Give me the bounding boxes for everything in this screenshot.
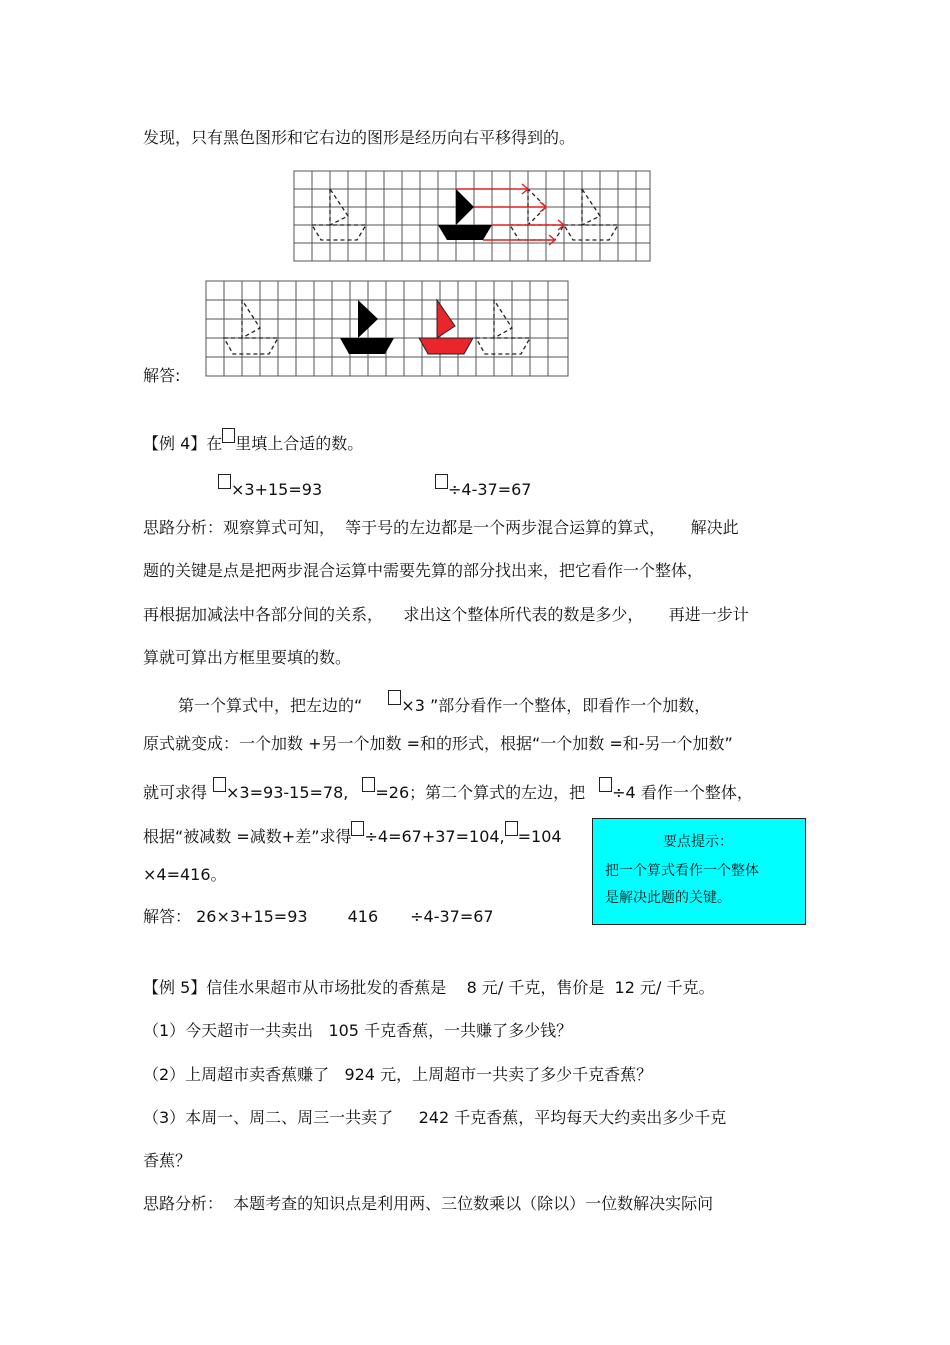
example-5-q2: （2）上周超市卖香蕉赚了 924 元，上周超市一共卖了多少千克香蕉？ (143, 1065, 653, 1084)
reasoning-3b: ×3=93-15=78, (226, 783, 349, 802)
example-5-analysis: 思路分析： 本题考查的知识点是利用两、三位数乘以（除以）一位数解决实际问 (143, 1194, 714, 1213)
analysis-line-1: 思路分析：观察算式可知， 等于号的左边都是一个两步混合运算的算式， 解决此 (143, 518, 739, 537)
answer-c: ÷4-37=67 (410, 907, 494, 926)
example-5-q3: （3）本周一、周二、周三一共卖了 242 千克香蕉，平均每天大约卖出多少千克 (143, 1108, 727, 1127)
analysis-line-2: 题的关键是点是把两步混合运算中需要先算的部分找出来，把它看作一个整体， (143, 561, 704, 580)
reasoning-4a: 根据“被减数 =减数+差”求得 (143, 827, 352, 846)
answer-box (213, 777, 226, 792)
dashed-boat-right (564, 189, 618, 240)
red-boat (419, 300, 473, 354)
reasoning-line-5: ×4=416。 (143, 865, 227, 884)
equation-2 (435, 474, 531, 500)
reasoning-1a: 第一个算式中，把左边的“ (178, 696, 363, 715)
answer-box (599, 777, 612, 792)
tip-line-1: 把一个算式看作一个整体 (605, 863, 759, 879)
reasoning-3d: ÷4 看作一个整体， (612, 783, 753, 802)
answer-box (218, 474, 231, 489)
reasoning-line-4 (143, 821, 562, 847)
reasoning-4b: ÷4=67+37=104, (364, 827, 505, 846)
equation-2-text: ÷4-37=67 (448, 480, 532, 499)
answer-box (505, 821, 518, 836)
equation-1-text: ×3+15=93 (231, 480, 323, 499)
analysis-line-3: 再根据加减法中各部分间的关系， 求出这个整体所代表的数是多少， 再进一步计 (143, 605, 749, 624)
answer-box (222, 428, 235, 443)
equation-1 (218, 474, 322, 500)
answer-b: 416 (347, 907, 379, 926)
reasoning-4c: =104 (517, 827, 562, 846)
reasoning-line-1 (178, 690, 710, 716)
answer-box (362, 777, 375, 792)
answer-box (351, 821, 364, 836)
answer-a: 解答： 26×3+15=93 (143, 907, 308, 926)
intro-text: 发现，只有黑色图形和它右边的图形是经历向右平移得到的。 (143, 128, 576, 147)
dashed-boat-right (476, 300, 530, 354)
reasoning-1b: ×3 ”部分看作一个整体，即看作一个加数， (401, 696, 711, 715)
reasoning-3a: 就可求得 (143, 783, 208, 802)
tip-line-2: 是解决此题的关键。 (605, 890, 731, 906)
example-5-heading: 【例 5】信佳水果超市从市场批发的香蕉是 8 元/ 千克，售价是 12 元/ 千克。 (143, 978, 715, 997)
example-4-head-b: 里填上合适的数。 (235, 434, 364, 453)
answer-1-label: 解答: (143, 366, 181, 385)
example-4-heading (143, 428, 363, 454)
black-boat (438, 189, 492, 240)
key-point-tip-box (592, 818, 806, 925)
translation-grid-figure-2 (205, 280, 571, 378)
dashed-boat-left (224, 300, 278, 354)
reasoning-line-3 (143, 777, 753, 803)
example-4-head-a: 【例 4】在 (143, 434, 223, 453)
example-5-q3-cont: 香蕉？ (143, 1151, 192, 1170)
answer-box (388, 690, 401, 705)
analysis-line-4: 算就可算出方框里要填的数。 (143, 648, 352, 667)
reasoning-line-2: 原式就变成：一个加数 +另一个加数 =和的形式，根据“一个加数 =和-另一个加数” (143, 734, 733, 753)
translation-grid-figure-1 (293, 170, 653, 263)
example-4-answer (143, 907, 494, 927)
reasoning-3c: =26；第二个算式的左边，把 (375, 783, 586, 802)
example-5-q1: （1）今天超市一共卖出 105 千克香蕉，一共赚了多少钱？ (143, 1021, 573, 1040)
dashed-boat-left (312, 189, 366, 240)
dashed-boat-middle (510, 189, 564, 240)
tip-title: 要点提示： (663, 834, 733, 850)
answer-box (435, 474, 448, 489)
